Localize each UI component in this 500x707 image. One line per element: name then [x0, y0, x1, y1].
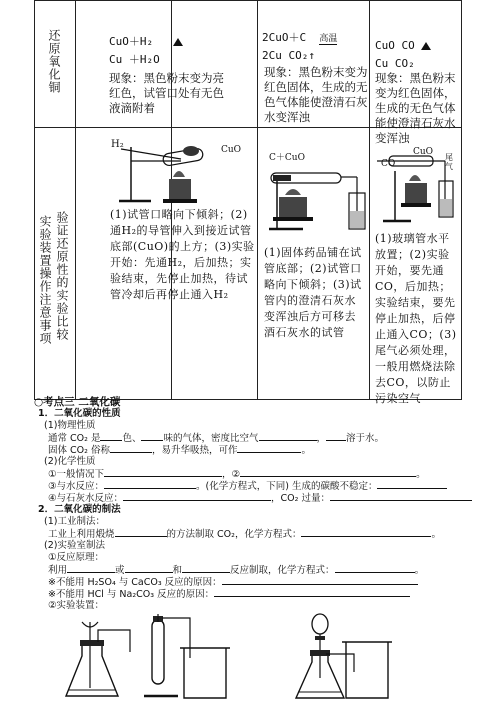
row-label-notes: 实验装置操作注意事项	[38, 215, 52, 345]
blank-reagent-1[interactable]	[67, 564, 115, 573]
col1-equation	[109, 35, 227, 67]
lab-title: (2)实验室制法	[44, 540, 105, 551]
col3-observation: 现象：黑色粉末变为红色固体，生成的无色气体能使澄清石灰水变浑浊	[375, 71, 456, 145]
physical-line-2: 固体 CO₂ 俗称 ，易升华吸热，可作 。	[48, 445, 311, 456]
industrial-title: (1)工业制法：	[44, 516, 105, 527]
heat-triangle-icon	[421, 42, 431, 50]
chemical-line-1: ①一般情况下 ，② 。	[48, 469, 426, 480]
app3-label-tail-gas: 尾气	[445, 153, 453, 171]
section-heading: ○考点三 二氧化碳	[34, 396, 121, 408]
blank-reason-na2co3[interactable]	[214, 588, 410, 597]
col3-notes: (1)玻璃管水平放置；(2)实验开始，要先通CO，后加热；实验结束，要先停止加热，后停止通入CO；(3)尾气必须处理，一般用燃烧法除去CO，以防止污染空气	[375, 232, 457, 405]
apparatus-lab-flask-setup	[60, 612, 238, 704]
lab-apparatus-title: ②实验装置：	[48, 600, 105, 611]
col3-equation	[375, 39, 461, 71]
app3-label-cuo: CuO	[413, 147, 434, 157]
blank-limewater[interactable]	[123, 492, 271, 501]
col1-eq-line2: Cu ＋H₂O	[109, 53, 160, 66]
blank-excess-co2[interactable]	[330, 492, 472, 501]
apparatus-hydrogen-reduction	[111, 137, 215, 207]
blank-color[interactable]	[100, 432, 122, 441]
table-col-divider	[257, 1, 258, 399]
heading-co2-production: 2．二氧化碳的制法	[38, 504, 121, 515]
col2-eq-line2: 2Cu CO₂↑	[262, 49, 315, 62]
lab-note-1: ※不能用 H₂SO₄ 与 CaCO₃ 反应的原因：	[48, 576, 418, 589]
chemical-line-2: ③与水反应： 。(化学方程式，下同) 生成的碳酸不稳定：	[48, 480, 447, 493]
blank-chem-1[interactable]	[104, 468, 222, 477]
app1-label-cuo: CuO	[221, 145, 242, 155]
blank-solubility[interactable]	[326, 432, 346, 441]
lab-note-2: ※不能用 HCl 与 Na₂CO₃ 反应的原因：	[48, 588, 410, 601]
apparatus-lab-separatory-setup	[290, 612, 410, 704]
blank-reason-h2so4[interactable]	[222, 576, 418, 585]
blank-industrial-equation[interactable]	[301, 528, 431, 537]
heading-co2-properties: 1．二氧化碳的性质	[38, 408, 121, 419]
blank-density[interactable]	[259, 432, 317, 441]
blank-chem-2[interactable]	[240, 468, 416, 477]
col2-equation	[262, 31, 368, 63]
industrial-line: 工业上利用煅烧 的方法制取 CO₂，化学方程式： 。	[48, 529, 441, 540]
lab-line-1: 利用 或 和 反应制取，化学方程式： 。	[48, 565, 425, 576]
chemical-properties-title: (2)化学性质	[44, 456, 96, 467]
blank-reagent-3[interactable]	[182, 564, 230, 573]
col1-eq-line1: CuO＋H₂	[109, 35, 154, 48]
col2-observation: 现象：黑色粉末变为红色固体，生成的无色气体能使澄清石灰水变浑浊	[264, 65, 368, 124]
blank-calcination[interactable]	[115, 528, 167, 537]
lab-principle: ①反应原理：	[48, 552, 105, 563]
row-label-reduce-cuo: 还原氧化铜	[47, 29, 61, 94]
blank-smell[interactable]	[141, 432, 163, 441]
col1-notes: (1)试管口略向下倾斜；(2)通H₂的导管伸入到接近试管底部(CuO)的上方；(3)实验开始：先通H₂，后加热；实验结束，先停止加热，待试管冷却后再停止通入H₂	[110, 208, 255, 301]
col2-eq-condition: 高温	[319, 34, 338, 44]
blank-lab-equation[interactable]	[335, 564, 415, 573]
chemical-line-3: ④与石灰水反应： ，CO₂ 过量：	[48, 492, 472, 505]
app3-label-co: CO	[381, 159, 396, 169]
physical-line-1: 通常 CO₂ 是 色、 味的气体，密度比空气 ， 溶于水。	[48, 433, 385, 444]
col3-eq-line1: CuO CO	[375, 39, 415, 52]
col2-eq-line1: 2CuO＋C	[262, 31, 307, 44]
row-label-experiment: 验证还原性的实验比较	[55, 211, 69, 341]
table-col-divider	[369, 1, 370, 399]
blank-carbonic-acid[interactable]	[377, 480, 447, 489]
blank-dry-ice[interactable]	[110, 444, 152, 453]
blank-water-reaction[interactable]	[104, 480, 196, 489]
table-col-divider	[75, 1, 76, 399]
heat-triangle-icon	[173, 38, 183, 46]
col2-notes: (1)固体药品铺在试管底部；(2)试管口略向下倾斜；(3)试管内的澄清石灰水变浑浊后方可移去酒石灰水的试管	[264, 246, 362, 339]
app1-label-h2: H₂	[111, 139, 124, 150]
col1-observation: 现象：黑色粉末变为亮红色，试管口处有无色液滴附着	[109, 71, 224, 115]
physical-properties-title: (1)物理性质	[44, 420, 96, 431]
blank-use[interactable]	[237, 444, 301, 453]
app2-label-c-cuo: C＋CuO	[269, 153, 305, 163]
col3-eq-line2: Cu CO₂	[375, 57, 415, 70]
blank-reagent-2[interactable]	[125, 564, 173, 573]
